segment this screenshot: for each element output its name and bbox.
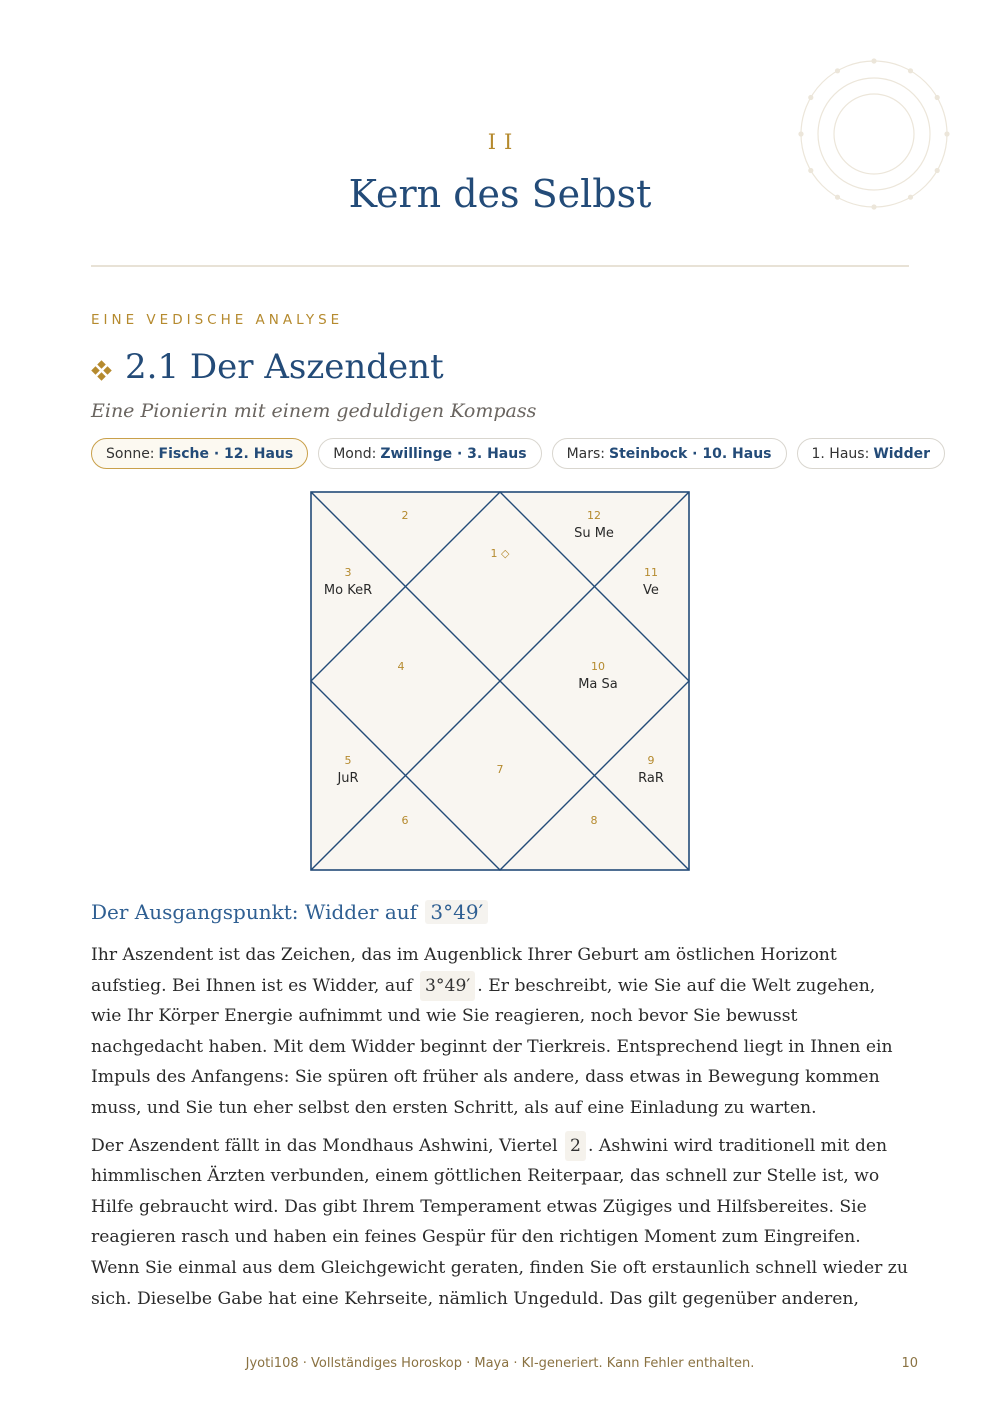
paragraph-text: Ihr Aszendent ist das Zeichen, das im Augenblick Ihrer Geburt am östlichen Horizont aufstieg. Bei Ihnen ist es Widder, auf [91, 945, 837, 996]
footer-text: Jyoti108 · Vollständiges Horoskop · Maya · KI-generiert. Kann Fehler enthalten. [245, 1356, 755, 1371]
section-title: 2.1 Der Aszendent [125, 347, 444, 387]
chapter-number: II [487, 130, 521, 154]
pill-label: Mond: [333, 445, 377, 462]
paragraph [91, 940, 909, 1124]
house-number-4: 4 [397, 660, 405, 673]
house-planets-3: Mo KeR [323, 583, 373, 598]
body-text [91, 940, 909, 1321]
subsection-title-text: Der Ausgangspunkt: Widder auf [91, 900, 418, 924]
birth-chart-diagram [310, 491, 690, 871]
pill-first-house [797, 438, 946, 469]
house-number-9: 9 [647, 754, 655, 767]
page-number: 10 [901, 1356, 918, 1371]
house-planets-12: Su Me [574, 526, 614, 541]
section-eyebrow: EINE VEDISCHE ANALYSE [91, 312, 344, 328]
placement-pills [91, 438, 945, 469]
pill-value: Steinbock · 10. Haus [609, 445, 772, 462]
house-number-7: 7 [496, 763, 504, 776]
house-number-5: 5 [344, 754, 352, 767]
paragraph-text: . Er beschreibt, wie Sie auf die Welt zugehen, wie Ihr Körper Energie aufnimmt und wie Sie reagieren, noch bevor Sie bewusst nachgedacht haben. Mit dem Widder beginnt der Tierkreis. Entsprechend liegt in Ihnen ein Impuls des Anfangens: Sie spüren oft früher als andere, dass etwas in Bewegung kommen muss, und Sie tun eher selbst den ersten Schritt, als auf eine Einladung zu warten. [91, 975, 893, 1118]
pill-value: Fische · 12. Haus [158, 445, 294, 462]
diamond-ornament-icon [91, 360, 113, 382]
house-number-10: 10 [591, 660, 605, 673]
chapter-title: Kern des Selbst [348, 172, 652, 216]
house-number-8: 8 [590, 814, 598, 827]
section-heading [91, 343, 444, 391]
house-number-11: 11 [644, 566, 658, 579]
pill-sun [91, 438, 308, 469]
pill-moon [318, 438, 541, 469]
degree-code: 3°49′ [420, 971, 475, 1002]
pill-label: Sonne: [106, 445, 155, 462]
section-subtitle: Eine Pionierin mit einem geduldigen Kompass [91, 400, 537, 422]
house-number-2: 2 [401, 509, 409, 522]
paragraph-text: . Ashwini wird traditionell mit den himmlischen Ärzten verbunden, einem göttlichen Reiterpaar, das schnell zur Stelle ist, wo Hilfe gebraucht wird. Das gibt Ihrem Temperament etwas Zügiges und Hilfsbereites. Sie reagieren rasch und haben ein feines Gespür für den richtigen Moment zum Eingreifen. Wenn Sie einmal aus dem Gleichgewicht geraten, finden Sie oft erstaunlich schnell wieder zu sich. Dieselbe Gabe hat eine Kehrseite, nämlich Ungeduld. Das gilt gegenüber anderen, [91, 1135, 908, 1309]
house-number-12: 12 [587, 509, 601, 522]
house-number-1: 1 ◇ [490, 547, 510, 560]
subsection-title [91, 900, 490, 924]
paragraph-text: Der Aszendent fällt in das Mondhaus Ashwini, Viertel [91, 1135, 558, 1156]
pill-value: Widder [873, 445, 930, 462]
divider [91, 265, 909, 267]
pill-label: Mars: [566, 445, 605, 462]
house-planets-10: Ma Sa [578, 677, 618, 692]
house-number-3: 3 [344, 566, 352, 579]
pill-label: 1. Haus: [811, 445, 870, 462]
pill-value: Zwillinge · 3. Haus [380, 445, 527, 462]
degree-code: 3°49′ [425, 900, 488, 924]
house-planets-9: RaR [638, 771, 664, 786]
house-planets-11: Ve [643, 583, 659, 598]
house-planets-5: JuR [337, 771, 359, 786]
house-number-6: 6 [401, 814, 409, 827]
pill-mars [552, 438, 787, 469]
pada-code: 2 [565, 1131, 586, 1162]
paragraph [91, 1131, 909, 1315]
